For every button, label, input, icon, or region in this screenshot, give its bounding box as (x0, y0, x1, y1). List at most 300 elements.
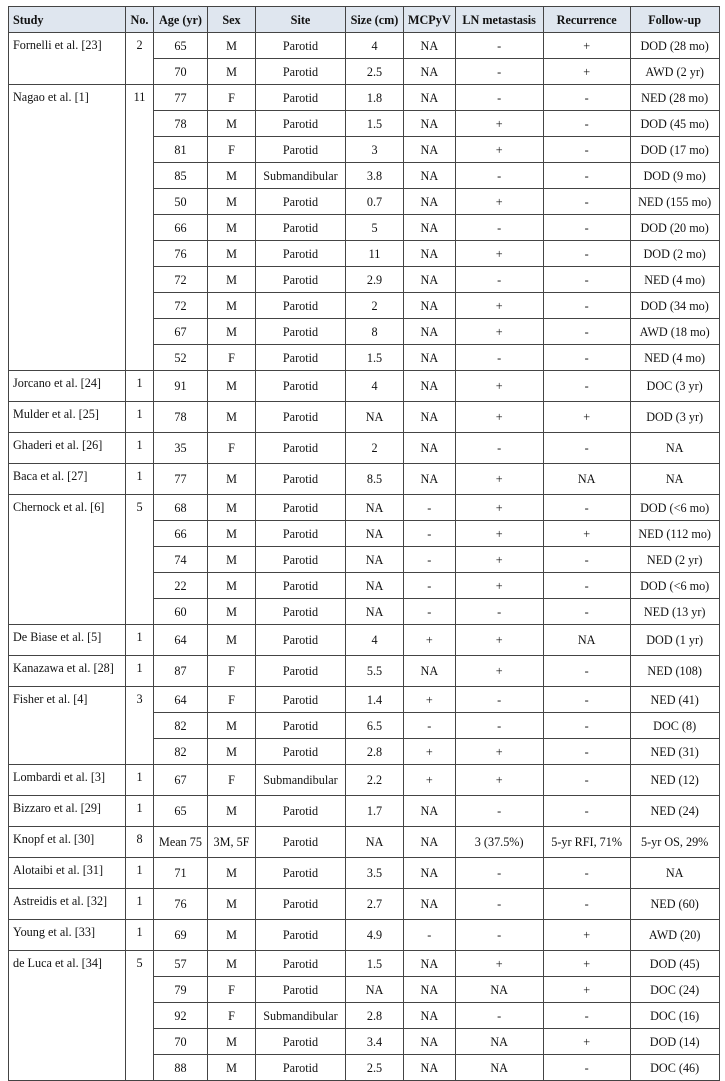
recurrence-cell: - (543, 889, 630, 920)
follow-up-cell: DOD (<6 mo) (630, 495, 719, 521)
table-row (9, 464, 720, 495)
no-cell: 11 (126, 85, 154, 371)
follow-up-cell: DOD (1 yr) (630, 625, 719, 656)
site-cell: Parotid (256, 59, 346, 85)
sex-cell: M (208, 573, 256, 599)
size-cell: NA (346, 573, 404, 599)
age-cell: 76 (154, 889, 208, 920)
follow-up-cell: DOC (16) (630, 1003, 719, 1029)
size-cell: 4 (346, 33, 404, 59)
site-cell: Parotid (256, 521, 346, 547)
ln-metastasis-cell: + (455, 739, 543, 765)
mcpyv-cell: NA (404, 85, 456, 111)
ln-metastasis-cell: - (455, 267, 543, 293)
col-header-sex: Sex (208, 7, 256, 33)
age-cell: 77 (154, 85, 208, 111)
age-cell: 91 (154, 371, 208, 402)
ln-metastasis-cell: - (455, 889, 543, 920)
size-cell: 5.5 (346, 656, 404, 687)
recurrence-cell: - (543, 1003, 630, 1029)
size-cell: 11 (346, 241, 404, 267)
col-header-ln-metastasis: LN metastasis (455, 7, 543, 33)
table-row (9, 827, 720, 858)
follow-up-cell: NA (630, 433, 719, 464)
follow-up-cell: NED (155 mo) (630, 189, 719, 215)
follow-up-cell: DOC (8) (630, 713, 719, 739)
no-cell: 1 (126, 625, 154, 656)
ln-metastasis-cell: - (455, 345, 543, 371)
follow-up-cell: DOD (2 mo) (630, 241, 719, 267)
follow-up-cell: NED (2 yr) (630, 547, 719, 573)
mcpyv-cell: NA (404, 951, 456, 977)
mcpyv-cell: NA (404, 111, 456, 137)
size-cell: 2.8 (346, 739, 404, 765)
ln-metastasis-cell: - (455, 920, 543, 951)
sex-cell: M (208, 189, 256, 215)
size-cell: 3.4 (346, 1029, 404, 1055)
age-cell: 78 (154, 111, 208, 137)
size-cell: 3.8 (346, 163, 404, 189)
follow-up-cell: NA (630, 858, 719, 889)
table-row (9, 656, 720, 687)
ln-metastasis-cell: + (455, 495, 543, 521)
size-cell: NA (346, 599, 404, 625)
size-cell: 1.8 (346, 85, 404, 111)
age-cell: 64 (154, 687, 208, 713)
age-cell: 57 (154, 951, 208, 977)
recurrence-cell: - (543, 215, 630, 241)
size-cell: 2 (346, 433, 404, 464)
site-cell: Parotid (256, 189, 346, 215)
follow-up-cell: NED (108) (630, 656, 719, 687)
recurrence-cell: + (543, 59, 630, 85)
size-cell: 4 (346, 371, 404, 402)
recurrence-cell: - (543, 547, 630, 573)
recurrence-cell: - (543, 111, 630, 137)
mcpyv-cell: NA (404, 215, 456, 241)
mcpyv-cell: NA (404, 1029, 456, 1055)
age-cell: 66 (154, 521, 208, 547)
follow-up-cell: DOC (46) (630, 1055, 719, 1081)
study-cell: Nagao et al. [1] (9, 85, 126, 371)
ln-metastasis-cell: + (455, 625, 543, 656)
size-cell: 6.5 (346, 713, 404, 739)
site-cell: Parotid (256, 464, 346, 495)
follow-up-cell: NED (60) (630, 889, 719, 920)
ln-metastasis-cell: NA (455, 1029, 543, 1055)
size-cell: NA (346, 977, 404, 1003)
col-header-size: Size (cm) (346, 7, 404, 33)
header-row (9, 7, 720, 33)
mcpyv-cell: NA (404, 189, 456, 215)
recurrence-cell: - (543, 1055, 630, 1081)
size-cell: 1.4 (346, 687, 404, 713)
ln-metastasis-cell: NA (455, 977, 543, 1003)
mcpyv-cell: + (404, 625, 456, 656)
follow-up-cell: NED (4 mo) (630, 267, 719, 293)
mcpyv-cell: - (404, 920, 456, 951)
recurrence-cell: NA (543, 464, 630, 495)
recurrence-cell: - (543, 319, 630, 345)
sex-cell: F (208, 345, 256, 371)
sex-cell: M (208, 920, 256, 951)
mcpyv-cell: NA (404, 858, 456, 889)
mcpyv-cell: NA (404, 293, 456, 319)
site-cell: Parotid (256, 495, 346, 521)
ln-metastasis-cell: - (455, 599, 543, 625)
site-cell: Parotid (256, 656, 346, 687)
table-row (9, 687, 720, 713)
sex-cell: M (208, 371, 256, 402)
size-cell: 3.5 (346, 858, 404, 889)
age-cell: 79 (154, 977, 208, 1003)
sex-cell: M (208, 241, 256, 267)
size-cell: 2.7 (346, 889, 404, 920)
age-cell: 66 (154, 215, 208, 241)
mcpyv-cell: NA (404, 977, 456, 1003)
age-cell: 71 (154, 858, 208, 889)
mcpyv-cell: NA (404, 163, 456, 189)
site-cell: Parotid (256, 293, 346, 319)
study-cell: Ghaderi et al. [26] (9, 433, 126, 464)
table-row (9, 33, 720, 59)
follow-up-cell: AWD (20) (630, 920, 719, 951)
site-cell: Parotid (256, 951, 346, 977)
ln-metastasis-cell: + (455, 189, 543, 215)
no-cell: 1 (126, 371, 154, 402)
ln-metastasis-cell: + (455, 464, 543, 495)
study-cell: Knopf et al. [30] (9, 827, 126, 858)
size-cell: 2.9 (346, 267, 404, 293)
mcpyv-cell: NA (404, 59, 456, 85)
age-cell: 76 (154, 241, 208, 267)
ln-metastasis-cell: + (455, 765, 543, 796)
recurrence-cell: - (543, 739, 630, 765)
recurrence-cell: - (543, 371, 630, 402)
sex-cell: M (208, 858, 256, 889)
recurrence-cell: - (543, 163, 630, 189)
age-cell: 74 (154, 547, 208, 573)
age-cell: 82 (154, 739, 208, 765)
site-cell: Parotid (256, 573, 346, 599)
age-cell: 78 (154, 402, 208, 433)
follow-up-cell: AWD (2 yr) (630, 59, 719, 85)
table-row (9, 433, 720, 464)
site-cell: Parotid (256, 33, 346, 59)
recurrence-cell: - (543, 433, 630, 464)
mcpyv-cell: NA (404, 345, 456, 371)
table-row (9, 402, 720, 433)
recurrence-cell: - (543, 765, 630, 796)
size-cell: 2.8 (346, 1003, 404, 1029)
mcpyv-cell: NA (404, 137, 456, 163)
age-cell: 35 (154, 433, 208, 464)
recurrence-cell: - (543, 137, 630, 163)
mcpyv-cell: NA (404, 319, 456, 345)
col-header-age: Age (yr) (154, 7, 208, 33)
site-cell: Parotid (256, 85, 346, 111)
follow-up-cell: DOD (28 mo) (630, 33, 719, 59)
no-cell: 5 (126, 951, 154, 1081)
mcpyv-cell: NA (404, 464, 456, 495)
size-cell: 8.5 (346, 464, 404, 495)
site-cell: Parotid (256, 137, 346, 163)
recurrence-cell: + (543, 977, 630, 1003)
sex-cell: F (208, 687, 256, 713)
follow-up-cell: DOD (9 mo) (630, 163, 719, 189)
study-cell: Fornelli et al. [23] (9, 33, 126, 85)
age-cell: 70 (154, 1029, 208, 1055)
mcpyv-cell: NA (404, 827, 456, 858)
size-cell: 8 (346, 319, 404, 345)
age-cell: 22 (154, 573, 208, 599)
mcpyv-cell: - (404, 547, 456, 573)
study-cell: De Biase et al. [5] (9, 625, 126, 656)
study-cell: Bizzaro et al. [29] (9, 796, 126, 827)
recurrence-cell: - (543, 241, 630, 267)
sex-cell: M (208, 521, 256, 547)
size-cell: 1.5 (346, 111, 404, 137)
site-cell: Parotid (256, 827, 346, 858)
age-cell: 81 (154, 137, 208, 163)
follow-up-cell: NED (4 mo) (630, 345, 719, 371)
recurrence-cell: - (543, 713, 630, 739)
recurrence-cell: NA (543, 625, 630, 656)
mcpyv-cell: NA (404, 1055, 456, 1081)
no-cell: 1 (126, 920, 154, 951)
age-cell: 65 (154, 796, 208, 827)
sex-cell: M (208, 33, 256, 59)
col-header-follow-up: Follow-up (630, 7, 719, 33)
studies-table (8, 6, 720, 1081)
follow-up-cell: NED (13 yr) (630, 599, 719, 625)
ln-metastasis-cell: + (455, 656, 543, 687)
recurrence-cell: - (543, 687, 630, 713)
study-cell: Alotaibi et al. [31] (9, 858, 126, 889)
sex-cell: M (208, 547, 256, 573)
mcpyv-cell: + (404, 739, 456, 765)
recurrence-cell: - (543, 293, 630, 319)
site-cell: Parotid (256, 599, 346, 625)
site-cell: Parotid (256, 267, 346, 293)
ln-metastasis-cell: - (455, 215, 543, 241)
size-cell: NA (346, 827, 404, 858)
size-cell: 5 (346, 215, 404, 241)
site-cell: Parotid (256, 111, 346, 137)
follow-up-cell: NED (28 mo) (630, 85, 719, 111)
recurrence-cell: - (543, 796, 630, 827)
follow-up-cell: DOD (45) (630, 951, 719, 977)
age-cell: 87 (154, 656, 208, 687)
site-cell: Parotid (256, 371, 346, 402)
no-cell: 1 (126, 796, 154, 827)
table-row (9, 920, 720, 951)
mcpyv-cell: + (404, 687, 456, 713)
site-cell: Parotid (256, 687, 346, 713)
size-cell: 2.5 (346, 1055, 404, 1081)
site-cell: Parotid (256, 547, 346, 573)
age-cell: 68 (154, 495, 208, 521)
site-cell: Submandibular (256, 1003, 346, 1029)
size-cell: 2.2 (346, 765, 404, 796)
study-cell: Chernock et al. [6] (9, 495, 126, 625)
col-header-study: Study (9, 7, 126, 33)
sex-cell: M (208, 59, 256, 85)
site-cell: Parotid (256, 345, 346, 371)
study-cell: Astreidis et al. [32] (9, 889, 126, 920)
site-cell: Parotid (256, 977, 346, 1003)
follow-up-cell: NED (41) (630, 687, 719, 713)
ln-metastasis-cell: + (455, 573, 543, 599)
site-cell: Parotid (256, 858, 346, 889)
ln-metastasis-cell: 3 (37.5%) (455, 827, 543, 858)
ln-metastasis-cell: + (455, 371, 543, 402)
ln-metastasis-cell: + (455, 402, 543, 433)
col-header-site: Site (256, 7, 346, 33)
age-cell: 72 (154, 293, 208, 319)
ln-metastasis-cell: - (455, 796, 543, 827)
size-cell: 0.7 (346, 189, 404, 215)
size-cell: 4 (346, 625, 404, 656)
recurrence-cell: - (543, 267, 630, 293)
age-cell: 65 (154, 33, 208, 59)
size-cell: NA (346, 521, 404, 547)
mcpyv-cell: + (404, 765, 456, 796)
mcpyv-cell: - (404, 521, 456, 547)
age-cell: 92 (154, 1003, 208, 1029)
sex-cell: M (208, 111, 256, 137)
recurrence-cell: - (543, 495, 630, 521)
recurrence-cell: + (543, 951, 630, 977)
mcpyv-cell: NA (404, 1003, 456, 1029)
ln-metastasis-cell: - (455, 33, 543, 59)
sex-cell: M (208, 889, 256, 920)
ln-metastasis-cell: - (455, 163, 543, 189)
site-cell: Parotid (256, 215, 346, 241)
recurrence-cell: - (543, 656, 630, 687)
recurrence-cell: - (543, 85, 630, 111)
age-cell: 67 (154, 319, 208, 345)
size-cell: NA (346, 402, 404, 433)
sex-cell: M (208, 319, 256, 345)
study-cell: Baca et al. [27] (9, 464, 126, 495)
size-cell: 1.5 (346, 951, 404, 977)
ln-metastasis-cell: + (455, 547, 543, 573)
mcpyv-cell: NA (404, 402, 456, 433)
follow-up-cell: DOD (45 mo) (630, 111, 719, 137)
follow-up-cell: DOD (20 mo) (630, 215, 719, 241)
recurrence-cell: 5-yr RFI, 71% (543, 827, 630, 858)
ln-metastasis-cell: + (455, 293, 543, 319)
sex-cell: M (208, 713, 256, 739)
size-cell: 1.5 (346, 345, 404, 371)
age-cell: 70 (154, 59, 208, 85)
no-cell: 2 (126, 33, 154, 85)
sex-cell: F (208, 977, 256, 1003)
follow-up-cell: DOD (17 mo) (630, 137, 719, 163)
sex-cell: M (208, 163, 256, 189)
recurrence-cell: + (543, 33, 630, 59)
mcpyv-cell: NA (404, 241, 456, 267)
sex-cell: M (208, 796, 256, 827)
age-cell: 50 (154, 189, 208, 215)
follow-up-cell: NED (31) (630, 739, 719, 765)
age-cell: 88 (154, 1055, 208, 1081)
recurrence-cell: - (543, 573, 630, 599)
col-header-mcpyv: MCPyV (404, 7, 456, 33)
site-cell: Submandibular (256, 163, 346, 189)
no-cell: 1 (126, 889, 154, 920)
sex-cell: M (208, 625, 256, 656)
study-cell: Fisher et al. [4] (9, 687, 126, 765)
follow-up-cell: DOD (3 yr) (630, 402, 719, 433)
site-cell: Parotid (256, 433, 346, 464)
study-cell: Lombardi et al. [3] (9, 765, 126, 796)
site-cell: Parotid (256, 1029, 346, 1055)
ln-metastasis-cell: - (455, 59, 543, 85)
mcpyv-cell: NA (404, 33, 456, 59)
table-row (9, 889, 720, 920)
ln-metastasis-cell: + (455, 951, 543, 977)
age-cell: 82 (154, 713, 208, 739)
site-cell: Parotid (256, 402, 346, 433)
sex-cell: M (208, 599, 256, 625)
site-cell: Parotid (256, 625, 346, 656)
follow-up-cell: DOD (34 mo) (630, 293, 719, 319)
age-cell: Mean 75 (154, 827, 208, 858)
study-cell: de Luca et al. [34] (9, 951, 126, 1081)
no-cell: 1 (126, 433, 154, 464)
age-cell: 77 (154, 464, 208, 495)
study-cell: Kanazawa et al. [28] (9, 656, 126, 687)
mcpyv-cell: NA (404, 267, 456, 293)
ln-metastasis-cell: - (455, 85, 543, 111)
site-cell: Parotid (256, 920, 346, 951)
mcpyv-cell: - (404, 599, 456, 625)
size-cell: 1.7 (346, 796, 404, 827)
recurrence-cell: - (543, 858, 630, 889)
age-cell: 60 (154, 599, 208, 625)
mcpyv-cell: - (404, 713, 456, 739)
table-row (9, 858, 720, 889)
mcpyv-cell: NA (404, 433, 456, 464)
follow-up-cell: NA (630, 464, 719, 495)
sex-cell: M (208, 464, 256, 495)
follow-up-cell: DOD (<6 mo) (630, 573, 719, 599)
no-cell: 5 (126, 495, 154, 625)
sex-cell: F (208, 137, 256, 163)
recurrence-cell: + (543, 402, 630, 433)
table-row (9, 625, 720, 656)
col-header-no: No. (126, 7, 154, 33)
no-cell: 1 (126, 402, 154, 433)
age-cell: 85 (154, 163, 208, 189)
table-row (9, 796, 720, 827)
col-header-recurrence: Recurrence (543, 7, 630, 33)
recurrence-cell: + (543, 521, 630, 547)
table-container (8, 6, 720, 1081)
study-cell: Mulder et al. [25] (9, 402, 126, 433)
ln-metastasis-cell: - (455, 687, 543, 713)
site-cell: Parotid (256, 739, 346, 765)
ln-metastasis-cell: NA (455, 1055, 543, 1081)
sex-cell: M (208, 267, 256, 293)
follow-up-cell: AWD (18 mo) (630, 319, 719, 345)
site-cell: Parotid (256, 713, 346, 739)
age-cell: 67 (154, 765, 208, 796)
size-cell: NA (346, 495, 404, 521)
ln-metastasis-cell: + (455, 111, 543, 137)
